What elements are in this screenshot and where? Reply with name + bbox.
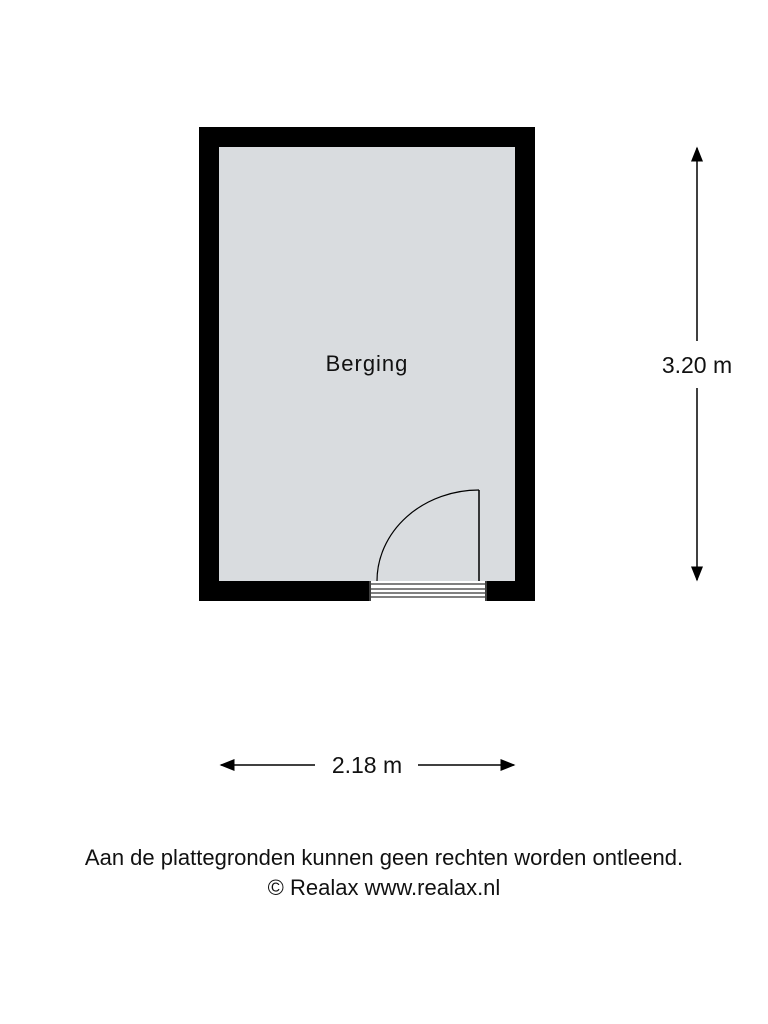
- wall-bottom-left: [199, 581, 369, 601]
- wall-top: [199, 127, 535, 147]
- disclaimer-text: Aan de plattegronden kunnen geen rechten worden ontleend.: [84, 845, 684, 870]
- door-threshold: [369, 581, 487, 601]
- room-label: Berging: [325, 351, 409, 376]
- wall-bottom-right: [487, 581, 535, 601]
- dimension-horizontal-label: 2.18 m: [331, 752, 403, 778]
- wall-left: [199, 127, 219, 601]
- copyright-text: © Realax www.realax.nl: [267, 875, 501, 900]
- dimension-vertical-label: 3.20 m: [661, 352, 733, 378]
- dimension-vertical: [662, 148, 732, 580]
- dimension-horizontal: [221, 752, 514, 778]
- wall-right: [515, 127, 535, 601]
